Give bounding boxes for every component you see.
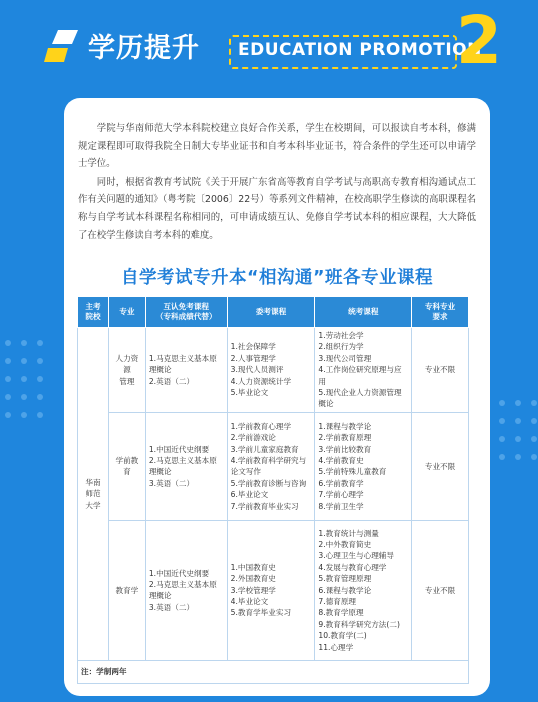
course-item: 1.中国近代史纲要 bbox=[148, 568, 210, 578]
course-item: 5.学前教育诊断与咨询 bbox=[230, 478, 307, 488]
course-item: 6.学前教育学 bbox=[318, 478, 364, 488]
course-item: 4.学前教育科学研究与论文写作 bbox=[230, 455, 307, 477]
unified-courses-cell bbox=[315, 328, 412, 413]
course-item: 1.社会保障学 bbox=[230, 342, 276, 352]
course-item: 3.现代人员测评 bbox=[230, 365, 284, 375]
course-item: 5.现代企业人力资源管理概论 bbox=[318, 388, 402, 409]
course-item: 5.毕业论文 bbox=[230, 388, 269, 398]
exam-courses-cell bbox=[227, 520, 315, 660]
course-item: 1.中国教育史 bbox=[230, 562, 276, 572]
course-item: 11.心理学 bbox=[318, 642, 354, 652]
page-title-english: EDUCATION PROMOTION bbox=[238, 40, 482, 60]
course-item: 6.课程与教学论 bbox=[318, 585, 372, 595]
course-item: 4.学前教育史 bbox=[318, 455, 364, 465]
intro-paragraph-1: 学院与华南师范大学本科院校建立良好合作关系，学生在校期间，可以报读自考本科，修满规定课程即可取得我院全日制大专毕业证书和自考本科毕业证书，符合条件的学生还可以申请学士学位。 bbox=[78, 123, 476, 170]
course-table bbox=[77, 296, 469, 684]
header-major: 专业 bbox=[108, 297, 145, 328]
header-exam: 委考课程 bbox=[227, 297, 315, 328]
header-requirement: 专科专业 要求 bbox=[412, 297, 469, 328]
course-item: 2.中外教育简史 bbox=[318, 540, 372, 550]
table-row bbox=[78, 328, 469, 413]
section-number: 2 bbox=[456, 2, 502, 79]
course-item: 2.马克思主义基本原理概论 bbox=[148, 455, 217, 477]
decorative-dots-left bbox=[0, 335, 60, 485]
course-item: 10.教育学(二) bbox=[318, 631, 367, 641]
table-header-row bbox=[78, 297, 469, 328]
course-item: 3.学前儿童家庭教育 bbox=[230, 444, 299, 454]
exam-courses-cell bbox=[227, 412, 315, 520]
course-item: 5.教育管理原理 bbox=[318, 574, 372, 584]
course-item: 7.学前教育毕业实习 bbox=[230, 501, 299, 511]
header-unified: 统考课程 bbox=[315, 297, 412, 328]
course-item: 1.中国近代史纲要 bbox=[148, 444, 210, 454]
course-item: 4.发展与教育心理学 bbox=[318, 562, 387, 572]
course-item: 2.组织行为学 bbox=[318, 342, 364, 352]
course-item: 3.心理卫生与心理辅导 bbox=[318, 551, 394, 561]
course-item: 2.马克思主义基本原理概论 bbox=[148, 579, 217, 601]
course-item: 4.毕业论文 bbox=[230, 597, 269, 607]
decorative-dots-right bbox=[490, 395, 538, 485]
header-school: 主考 院校 bbox=[78, 297, 109, 328]
table-row bbox=[78, 520, 469, 660]
course-item: 2.学前游戏论 bbox=[230, 433, 276, 443]
course-item: 5.学前特殊儿童教育 bbox=[318, 467, 387, 477]
course-item: 7.学前心理学 bbox=[318, 490, 364, 500]
course-item: 4.工作岗位研究原理与应用 bbox=[318, 365, 402, 386]
intro-text bbox=[78, 120, 476, 245]
mutual-courses-cell bbox=[145, 520, 227, 660]
table-note: 注：学制两年 bbox=[78, 660, 469, 683]
major-cell: 教育学 bbox=[108, 520, 145, 660]
course-item: 3.英语（二） bbox=[148, 478, 195, 488]
header bbox=[0, 0, 538, 95]
page-title: 学历提升 bbox=[88, 33, 200, 64]
course-item: 7.德育原理 bbox=[318, 597, 357, 607]
course-item: 8.学前卫生学 bbox=[318, 501, 364, 511]
table-row bbox=[78, 412, 469, 520]
major-cell: 学前教育 bbox=[108, 412, 145, 520]
course-item: 4.人力资源统计学 bbox=[230, 376, 292, 386]
table-title: 自学考试专升本“相沟通”班各专业课程 bbox=[120, 268, 433, 288]
course-item: 9.教育科学研究方法(二) bbox=[318, 619, 400, 629]
unified-courses-cell bbox=[315, 520, 412, 660]
course-item: 2.英语（二） bbox=[148, 376, 195, 386]
intro-paragraph-2: 同时，根据省教育考试院《关于开展广东省高等教育自学考试与高职高专教育相沟通试点工作有关问题的通知》（粤考院〔2006〕22号）等系列文件精神，在校高职学生修读的高职课程名称与自学考试本科课程名称相同的，可申请成绩互认、免修自学考试本科的相应课程，大大降低了在校学生修读自考本科的难度。 bbox=[78, 176, 476, 241]
requirement-cell: 专业不限 bbox=[412, 412, 469, 520]
course-item: 2.人事管理学 bbox=[230, 353, 276, 363]
course-item: 2.学前教育原理 bbox=[318, 433, 372, 443]
course-item: 1.马克思主义基本原理概论 bbox=[148, 353, 217, 375]
course-item: 3.学校管理学 bbox=[230, 585, 276, 595]
course-item: 6.毕业论文 bbox=[230, 490, 269, 500]
mutual-courses-cell bbox=[145, 412, 227, 520]
course-item: 8.教育学原理 bbox=[318, 608, 364, 618]
course-item: 1.学前教育心理学 bbox=[230, 421, 292, 431]
requirement-cell: 专业不限 bbox=[412, 520, 469, 660]
course-item: 1.课程与教学论 bbox=[318, 421, 372, 431]
requirement-cell: 专业不限 bbox=[412, 328, 469, 413]
logo-icon bbox=[44, 28, 80, 64]
course-item: 5.教育学毕业实习 bbox=[230, 608, 292, 618]
course-item: 3.现代公司管理 bbox=[318, 353, 372, 363]
course-item: 3.英语（二） bbox=[148, 602, 195, 612]
exam-courses-cell bbox=[227, 328, 315, 413]
major-cell: 人力资源 管理 bbox=[108, 328, 145, 413]
unified-courses-cell bbox=[315, 412, 412, 520]
course-item: 2.外国教育史 bbox=[230, 574, 276, 584]
mutual-courses-cell bbox=[145, 328, 227, 413]
school-cell: 华南 师范 大学 bbox=[78, 328, 109, 661]
course-item: 1.教育统计与测量 bbox=[318, 528, 379, 538]
course-item: 3.学前比较教育 bbox=[318, 444, 372, 454]
course-item: 1.劳动社会学 bbox=[318, 331, 364, 340]
header-mutual: 互认免考课程 （专科成绩代替） bbox=[145, 297, 227, 328]
